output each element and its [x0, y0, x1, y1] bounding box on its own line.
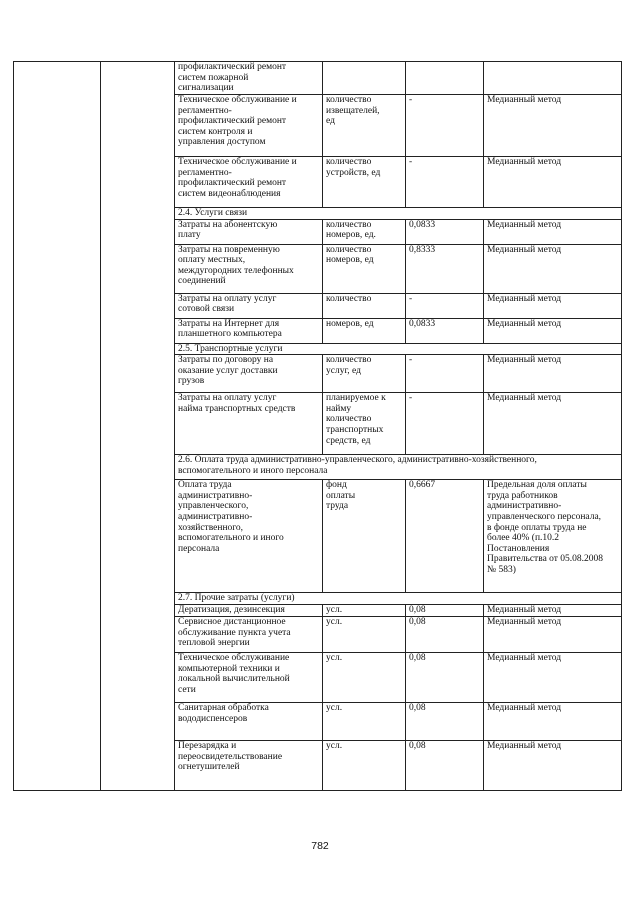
method-cell: Медианный метод: [484, 95, 622, 157]
unit-cell: усл.: [323, 653, 406, 703]
norm-value-cell: 0,08: [406, 741, 484, 791]
unit-cell: номеров, ед: [323, 318, 406, 343]
norm-value-cell: -: [406, 293, 484, 318]
method-cell: Медианный метод: [484, 653, 622, 703]
page-number: 782: [311, 840, 329, 852]
method-cell: Медианный метод: [484, 703, 622, 741]
cost-name-cell: Затраты на Интернет для планшетного компьютера: [175, 318, 323, 343]
norm-value-cell: 0,6667: [406, 480, 484, 593]
cost-name-cell: Дератизация, дезинсекция: [175, 605, 323, 617]
norm-value-cell: [406, 62, 484, 95]
norm-value-cell: 0,0833: [406, 219, 484, 244]
cost-name-cell: профилактический ремонт систем пожарной сигнализации: [175, 62, 323, 95]
unit-cell: количество извещателей, ед: [323, 95, 406, 157]
norm-value-cell: 0,08: [406, 605, 484, 617]
unit-cell: количество номеров, ед: [323, 244, 406, 293]
norm-value-cell: 0,08: [406, 617, 484, 653]
method-cell: Медианный метод: [484, 244, 622, 293]
cost-name-cell: Затраты на оплату услуг найма транспортных средств: [175, 393, 323, 455]
unit-cell: усл.: [323, 741, 406, 791]
method-cell: Медианный метод: [484, 293, 622, 318]
method-cell: [484, 62, 622, 95]
cost-name-cell: Техническое обслуживание и регламентно- профилактический ремонт систем контроля и управления доступом: [175, 95, 323, 157]
section-heading: 2.7. Прочие затраты (услуги): [175, 593, 622, 605]
cost-name-cell: Затраты по договору на оказание услуг доставки грузов: [175, 355, 323, 393]
empty-category-column: [101, 62, 175, 791]
norm-value-cell: 0,8333: [406, 244, 484, 293]
empty-number-column: [14, 62, 101, 791]
section-heading: 2.5. Транспортные услуги: [175, 343, 622, 355]
method-cell: Медианный метод: [484, 741, 622, 791]
cost-name-cell: Перезарядка и переосвидетельствование огнетушителей: [175, 741, 323, 791]
cost-name-cell: Оплата труда административно- управленческого, административно- хозяйственного, вспомогательного и иного персонала: [175, 480, 323, 593]
cost-name-cell: Техническое обслуживание и регламентно- профилактический ремонт систем видеонаблюдения: [175, 157, 323, 208]
norm-value-cell: -: [406, 95, 484, 157]
unit-cell: фонд оплаты труда: [323, 480, 406, 593]
unit-cell: усл.: [323, 703, 406, 741]
section-heading: 2.4. Услуги связи: [175, 208, 622, 220]
unit-cell: планируемое к найму количество транспортных средств, ед: [323, 393, 406, 455]
method-cell: Медианный метод: [484, 605, 622, 617]
unit-cell: усл.: [323, 605, 406, 617]
norm-value-cell: -: [406, 393, 484, 455]
method-cell: Медианный метод: [484, 393, 622, 455]
method-cell: Медианный метод: [484, 318, 622, 343]
cost-norms-table: [13, 61, 622, 791]
unit-cell: количество устройств, ед: [323, 157, 406, 208]
norm-value-cell: -: [406, 157, 484, 208]
cost-name-cell: Затраты на абонентскую плату: [175, 219, 323, 244]
method-cell: Медианный метод: [484, 157, 622, 208]
method-cell: Медианный метод: [484, 219, 622, 244]
cost-name-cell: Техническое обслуживание компьютерной техники и локальной вычислительной сети: [175, 653, 323, 703]
unit-cell: [323, 62, 406, 95]
unit-cell: количество номеров, ед.: [323, 219, 406, 244]
unit-cell: усл.: [323, 617, 406, 653]
cost-name-cell: Санитарная обработка вододиспенсеров: [175, 703, 323, 741]
table-body: [14, 62, 622, 791]
norm-value-cell: 0,0833: [406, 318, 484, 343]
cost-name-cell: Сервисное дистанционное обслуживание пункта учета тепловой энергии: [175, 617, 323, 653]
norm-value-cell: -: [406, 355, 484, 393]
section-heading: 2.6. Оплата труда административно-управленческого, административно-хозяйственного, вспомогательного и иного персонала: [175, 455, 622, 480]
cost-name-cell: Затраты на повременную оплату местных, междугородних телефонных соединений: [175, 244, 323, 293]
unit-cell: количество: [323, 293, 406, 318]
method-cell: Предельная доля оплаты труда работников административно- управленческого персонала, в фонде оплаты труда не более 40% (п.10.2 Постановления Правительства от 05.08.2008 № 583): [484, 480, 622, 593]
method-cell: Медианный метод: [484, 355, 622, 393]
norm-value-cell: 0,08: [406, 653, 484, 703]
table-row: [14, 62, 622, 95]
unit-cell: количество услуг, ед: [323, 355, 406, 393]
norm-value-cell: 0,08: [406, 703, 484, 741]
cost-name-cell: Затраты на оплату услуг сотовой связи: [175, 293, 323, 318]
method-cell: Медианный метод: [484, 617, 622, 653]
